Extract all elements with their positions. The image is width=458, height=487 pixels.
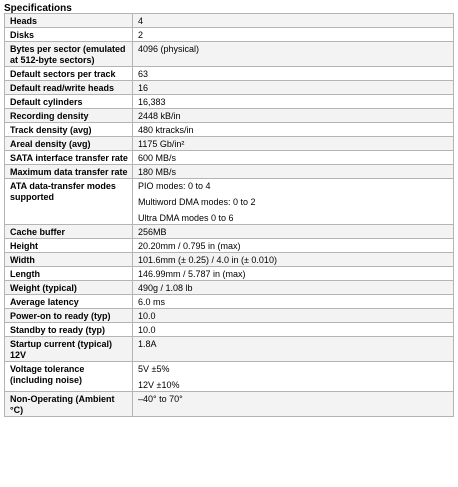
- spec-value-cell: [133, 337, 454, 362]
- spec-label: Areal density (avg): [5, 137, 133, 151]
- spec-value-cell: [133, 67, 454, 81]
- spec-value-cell: [133, 151, 454, 165]
- spec-value-cell: [133, 28, 454, 42]
- table-row: [5, 281, 454, 295]
- spec-value: 4096 (physical): [138, 44, 200, 54]
- spec-value: –40° to 70°: [138, 394, 183, 404]
- spec-value-cell: [133, 239, 454, 253]
- spec-label: ATA data-transfer modes supported: [5, 179, 133, 225]
- spec-value-cell: [133, 323, 454, 337]
- spec-value: 10.0: [138, 311, 156, 321]
- spec-value: 5V ±5%: [138, 364, 170, 374]
- spec-value: 1175 Gb/in²: [138, 139, 185, 149]
- spec-value: 2448 kB/in: [138, 111, 181, 121]
- spec-value: 480 ktracks/in: [138, 125, 194, 135]
- spec-value-cell: [133, 253, 454, 267]
- spec-value: 12V ±10%: [138, 380, 180, 390]
- table-row: [5, 323, 454, 337]
- spec-value: 101.6mm (± 0.25) / 4.0 in (± 0.010): [138, 255, 277, 265]
- table-row: [5, 42, 454, 67]
- spec-value: 16,383: [138, 97, 166, 107]
- spec-label: Length: [5, 267, 133, 281]
- spec-value: 1.8A: [138, 339, 157, 349]
- table-row: [5, 179, 454, 225]
- spec-value: Ultra DMA modes 0 to 6: [138, 213, 234, 223]
- spec-label: Average latency: [5, 295, 133, 309]
- spec-label: Default cylinders: [5, 95, 133, 109]
- section-title: Specifications: [4, 3, 72, 14]
- spec-value: 256MB: [138, 227, 167, 237]
- spec-label: Heads: [5, 14, 133, 28]
- spec-label: Disks: [5, 28, 133, 42]
- table-row: [5, 67, 454, 81]
- spec-label: Startup current (typical) 12V: [5, 337, 133, 362]
- table-row: [5, 151, 454, 165]
- table-row: [5, 165, 454, 179]
- spec-value: 63: [138, 69, 149, 79]
- table-row: [5, 14, 454, 28]
- table-row: [5, 225, 454, 239]
- spec-value-cell: [133, 81, 454, 95]
- spec-value-cell: [133, 267, 454, 281]
- spec-value: 6.0 ms: [138, 297, 166, 307]
- table-row: [5, 28, 454, 42]
- specifications-table-body: [5, 14, 454, 417]
- table-row: [5, 109, 454, 123]
- table-row: [5, 239, 454, 253]
- table-row: [5, 392, 454, 417]
- spec-label: Weight (typical): [5, 281, 133, 295]
- spec-label: Maximum data transfer rate: [5, 165, 133, 179]
- spec-value-cell: [133, 295, 454, 309]
- spec-value: 16: [138, 83, 149, 93]
- spec-value: PIO modes: 0 to 4: [138, 181, 211, 191]
- spec-value-cell: [133, 14, 454, 28]
- table-row: [5, 309, 454, 323]
- spec-label: Standby to ready (typ): [5, 323, 133, 337]
- table-row: [5, 137, 454, 151]
- spec-label: SATA interface transfer rate: [5, 151, 133, 165]
- spec-value: 10.0: [138, 325, 156, 335]
- spec-value: 20.20mm / 0.795 in (max): [138, 241, 241, 251]
- spec-value-cell: [133, 179, 454, 225]
- spec-label: Voltage tolerance (including noise): [5, 362, 133, 392]
- spec-value: 4: [138, 16, 144, 26]
- table-row: [5, 95, 454, 109]
- spec-value: 180 MB/s: [138, 167, 177, 177]
- spec-value-cell: [133, 123, 454, 137]
- spec-value-cell: [133, 225, 454, 239]
- table-row: [5, 362, 454, 392]
- spec-label: Bytes per sector (emulated at 512-byte sectors): [5, 42, 133, 67]
- spec-value: 490g / 1.08 lb: [138, 283, 193, 293]
- spec-label: Default read/write heads: [5, 81, 133, 95]
- spec-label: Track density (avg): [5, 123, 133, 137]
- spec-value: 2: [138, 30, 144, 40]
- spec-value-cell: [133, 109, 454, 123]
- spec-label: Width: [5, 253, 133, 267]
- table-row: [5, 337, 454, 362]
- spec-label: Height: [5, 239, 133, 253]
- spec-label: Recording density: [5, 109, 133, 123]
- spec-value: 600 MB/s: [138, 153, 177, 163]
- specifications-table: [4, 13, 454, 417]
- spec-value-cell: [133, 362, 454, 392]
- spec-value: Multiword DMA modes: 0 to 2: [138, 197, 256, 207]
- spec-value: 146.99mm / 5.787 in (max): [138, 269, 246, 279]
- spec-value-cell: [133, 137, 454, 151]
- spec-value-cell: [133, 309, 454, 323]
- spec-value-cell: [133, 165, 454, 179]
- spec-value-cell: [133, 281, 454, 295]
- spec-value-cell: [133, 42, 454, 67]
- spec-value-cell: [133, 95, 454, 109]
- spec-value-cell: [133, 392, 454, 417]
- spec-label: Default sectors per track: [5, 67, 133, 81]
- spec-label: Power-on to ready (typ): [5, 309, 133, 323]
- table-row: [5, 267, 454, 281]
- table-row: [5, 295, 454, 309]
- table-row: [5, 253, 454, 267]
- table-row: [5, 81, 454, 95]
- spec-label: Cache buffer: [5, 225, 133, 239]
- table-row: [5, 123, 454, 137]
- spec-label: Non-Operating (Ambient °C): [5, 392, 133, 417]
